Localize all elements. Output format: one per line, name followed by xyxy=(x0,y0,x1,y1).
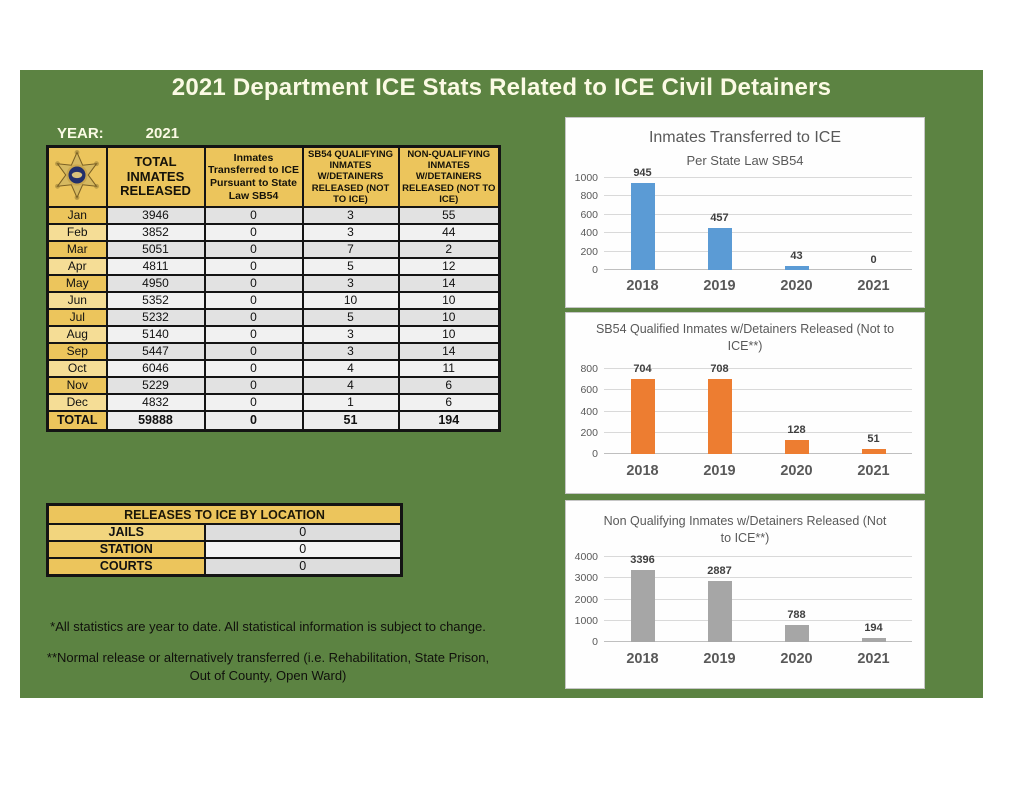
chart-x-category-label: 2019 xyxy=(703,463,736,479)
value-cell: 6 xyxy=(399,377,500,394)
chart-y-tick-label: 400 xyxy=(580,227,598,240)
chart-y-tick-label: 400 xyxy=(580,405,598,418)
chart-bar-slot xyxy=(681,178,758,270)
sheriff-badge-icon xyxy=(51,149,103,201)
value-cell: 10 xyxy=(399,309,500,326)
location-table-title: RELEASES TO ICE BY LOCATION xyxy=(48,505,402,525)
month-cell: Nov xyxy=(48,377,107,394)
header-non-qualifying: NON-QUALIFYING INMATES W/DETAINERS RELEASED (NOT TO ICE) xyxy=(399,147,500,208)
table-row xyxy=(48,275,500,292)
value-cell: 44 xyxy=(399,224,500,241)
month-cell: Jun xyxy=(48,292,107,309)
value-cell: 4950 xyxy=(107,275,205,292)
value-cell: 5229 xyxy=(107,377,205,394)
chart-bar xyxy=(631,570,655,642)
chart-bar-slot xyxy=(758,557,835,642)
chart-x-category-label: 2020 xyxy=(780,651,813,667)
value-cell: 3 xyxy=(303,275,399,292)
chart-plot-area xyxy=(574,167,912,276)
chart-bar xyxy=(862,449,886,454)
chart-title: Non Qualifying Inmates w/Detainers Released (Not to ICE**) xyxy=(603,514,887,545)
chart-bar-slot xyxy=(681,362,758,454)
value-cell: 0 xyxy=(205,377,303,394)
table-row xyxy=(48,207,500,224)
value-cell: 6 xyxy=(399,394,500,411)
month-cell: Aug xyxy=(48,326,107,343)
value-cell: 51 xyxy=(303,411,399,431)
header-inmates-transferred-ice: Inmates Transferred to ICE Pursuant to State Law SB54 xyxy=(205,147,303,208)
value-cell: 10 xyxy=(303,292,399,309)
chart-bar-value-label: 945 xyxy=(633,167,652,180)
chart-bar-value-label: 704 xyxy=(633,363,652,376)
chart-bar-slot xyxy=(604,363,681,454)
chart-bar-slot xyxy=(604,167,681,270)
chart-bar-value-label: 0 xyxy=(870,254,877,266)
chart-bar-value-label: 457 xyxy=(710,211,729,224)
chart-y-tick-label: 800 xyxy=(580,363,598,375)
value-cell: 59888 xyxy=(107,411,205,431)
chart-bar-value-label: 43 xyxy=(790,250,803,263)
chart-y-tick-label: 0 xyxy=(592,636,598,648)
chart-panel-non-qualifying-released xyxy=(565,500,925,689)
month-cell: Jul xyxy=(48,309,107,326)
chart-x-axis-labels xyxy=(604,463,912,479)
chart-bar-value-label: 2887 xyxy=(707,564,732,577)
value-cell: 5447 xyxy=(107,343,205,360)
page-title: 2021 Department ICE Stats Related to ICE Civil Detainers xyxy=(171,74,832,101)
chart-x-category-label: 2021 xyxy=(857,463,890,479)
releases-by-location-table xyxy=(46,503,403,577)
header-sb54-qualifying: SB54 QUALIFYING INMATES W/DETAINERS RELEASED (NOT TO ICE) xyxy=(303,147,399,208)
value-cell: 4811 xyxy=(107,258,205,275)
chart-panel-inmates-transferred-to-ice xyxy=(565,117,925,308)
chart-bar xyxy=(708,228,732,270)
chart-y-tick-label: 2000 xyxy=(574,593,598,606)
value-cell: 3 xyxy=(303,343,399,360)
chart-y-tick-label: 800 xyxy=(580,190,598,203)
chart-bar xyxy=(631,183,655,270)
header-total-inmates-released: TOTAL INMATES RELEASED xyxy=(107,147,205,208)
chart-x-axis-labels xyxy=(604,278,912,294)
chart-x-category-label: 2020 xyxy=(780,463,813,479)
badge-cell xyxy=(48,147,107,208)
table-header-row xyxy=(48,147,500,208)
value-cell: 5051 xyxy=(107,241,205,258)
value-cell: 0 xyxy=(205,258,303,275)
value-cell: 0 xyxy=(205,309,303,326)
chart-y-tick-label: 1000 xyxy=(574,172,598,184)
value-cell: 3946 xyxy=(107,207,205,224)
chart-panel-sb54-qualified-released xyxy=(565,312,925,494)
chart-y-tick-label: 3000 xyxy=(574,572,598,585)
value-cell: 10 xyxy=(399,326,500,343)
table-row xyxy=(48,309,500,326)
table-row xyxy=(48,343,500,360)
location-row xyxy=(48,558,402,576)
chart-y-tick-label: 0 xyxy=(592,264,598,276)
chart-bar-slot xyxy=(835,557,912,642)
chart-x-axis-labels xyxy=(604,651,912,667)
value-cell: 0 xyxy=(205,326,303,343)
chart-bar xyxy=(785,440,809,454)
monthly-stats-table xyxy=(46,145,501,432)
value-cell: 5 xyxy=(303,258,399,275)
chart-bar-slot xyxy=(758,178,835,270)
value-cell: 3 xyxy=(303,224,399,241)
year-value: 2021 xyxy=(145,125,180,142)
location-table-header-row xyxy=(48,505,402,525)
value-cell: 11 xyxy=(399,360,500,377)
table-row xyxy=(48,258,500,275)
chart-bar-value-label: 3396 xyxy=(630,553,655,566)
chart-x-category-label: 2020 xyxy=(780,278,813,294)
chart-bar-value-label: 194 xyxy=(864,621,883,634)
table-row xyxy=(48,241,500,258)
location-value-cell: 0 xyxy=(205,558,402,576)
value-cell: 0 xyxy=(205,292,303,309)
value-cell: 0 xyxy=(205,360,303,377)
chart-bar xyxy=(785,625,809,642)
month-cell: Dec xyxy=(48,394,107,411)
value-cell: 3852 xyxy=(107,224,205,241)
value-cell: 0 xyxy=(205,275,303,292)
month-cell: Oct xyxy=(48,360,107,377)
chart-x-category-label: 2021 xyxy=(857,651,890,667)
location-row xyxy=(48,524,402,541)
chart-title: SB54 Qualified Inmates w/Detainers Released (Not to ICE**) xyxy=(595,322,895,353)
chart-plot-area xyxy=(580,362,912,460)
chart-y-tick-label: 200 xyxy=(580,426,598,439)
value-cell: 5232 xyxy=(107,309,205,326)
month-cell: Feb xyxy=(48,224,107,241)
value-cell: 0 xyxy=(205,411,303,431)
value-cell: 4 xyxy=(303,360,399,377)
chart-x-category-label: 2018 xyxy=(626,463,659,479)
value-cell: 55 xyxy=(399,207,500,224)
value-cell: 0 xyxy=(205,394,303,411)
location-value-cell: 0 xyxy=(205,541,402,558)
value-cell: 10 xyxy=(399,292,500,309)
value-cell: 6046 xyxy=(107,360,205,377)
chart-x-category-label: 2018 xyxy=(626,278,659,294)
footnote-statistics: *All statistics are year to date. All statistical information is subject to change. xyxy=(50,619,486,634)
value-cell: 5352 xyxy=(107,292,205,309)
table-row xyxy=(48,360,500,377)
value-cell: 5140 xyxy=(107,326,205,343)
value-cell: 3 xyxy=(303,207,399,224)
value-cell: 1 xyxy=(303,394,399,411)
table-row xyxy=(48,377,500,394)
chart-x-category-label: 2019 xyxy=(703,651,736,667)
location-name-cell: COURTS xyxy=(48,558,205,576)
chart-bar xyxy=(785,266,809,270)
chart-bar xyxy=(862,638,886,642)
month-cell: Sep xyxy=(48,343,107,360)
month-cell: Apr xyxy=(48,258,107,275)
footnotes xyxy=(42,618,494,686)
location-name-cell: JAILS xyxy=(48,524,205,541)
value-cell: 0 xyxy=(205,207,303,224)
value-cell: 7 xyxy=(303,241,399,258)
chart-y-tick-label: 0 xyxy=(592,448,598,460)
chart-bar xyxy=(708,379,732,454)
value-cell: 4832 xyxy=(107,394,205,411)
month-cell: TOTAL xyxy=(48,411,107,431)
chart-x-category-label: 2018 xyxy=(626,651,659,667)
chart-bar-slot xyxy=(681,557,758,642)
chart-plot-area xyxy=(574,551,912,648)
chart-y-tick-label: 600 xyxy=(580,208,598,221)
chart-bar-slot xyxy=(835,369,912,454)
value-cell: 4 xyxy=(303,377,399,394)
table-row xyxy=(48,292,500,309)
chart-title: Inmates Transferred to ICE xyxy=(648,129,842,146)
chart-bar-value-label: 128 xyxy=(787,424,806,437)
chart-y-tick-label: 4000 xyxy=(574,551,598,563)
table-row xyxy=(48,326,500,343)
value-cell: 0 xyxy=(205,343,303,360)
chart-bar-slot xyxy=(835,178,912,270)
chart-x-category-label: 2019 xyxy=(703,278,736,294)
year-label: YEAR: xyxy=(57,125,104,142)
location-name-cell: STATION xyxy=(48,541,205,558)
value-cell: 194 xyxy=(399,411,500,431)
chart-bar xyxy=(708,581,732,642)
value-cell: 0 xyxy=(205,224,303,241)
chart-bar-value-label: 788 xyxy=(787,609,806,622)
location-row xyxy=(48,541,402,558)
footnote-normal-release: **Normal release or alternatively transferred (i.e. Rehabilitation, State Prison, Out of County, Open Ward) xyxy=(46,650,490,684)
chart-subtitle: Per State Law SB54 xyxy=(686,153,804,168)
value-cell: 12 xyxy=(399,258,500,275)
table-total-row xyxy=(48,411,500,431)
table-row xyxy=(48,394,500,411)
chart-y-tick-label: 200 xyxy=(580,245,598,258)
chart-bar-slot xyxy=(604,553,681,642)
chart-bar-value-label: 51 xyxy=(867,432,880,445)
chart-bar-value-label: 708 xyxy=(710,362,729,375)
chart-x-category-label: 2021 xyxy=(857,278,890,294)
location-value-cell: 0 xyxy=(205,524,402,541)
value-cell: 14 xyxy=(399,343,500,360)
chart-y-tick-label: 600 xyxy=(580,384,598,397)
month-cell: Mar xyxy=(48,241,107,258)
chart-bar-slot xyxy=(758,369,835,454)
value-cell: 2 xyxy=(399,241,500,258)
value-cell: 0 xyxy=(205,241,303,258)
month-cell: Jan xyxy=(48,207,107,224)
table-row xyxy=(48,224,500,241)
value-cell: 14 xyxy=(399,275,500,292)
month-cell: May xyxy=(48,275,107,292)
chart-y-tick-label: 1000 xyxy=(574,614,598,627)
value-cell: 3 xyxy=(303,326,399,343)
year-row xyxy=(57,125,179,142)
chart-bar xyxy=(631,379,655,454)
value-cell: 5 xyxy=(303,309,399,326)
